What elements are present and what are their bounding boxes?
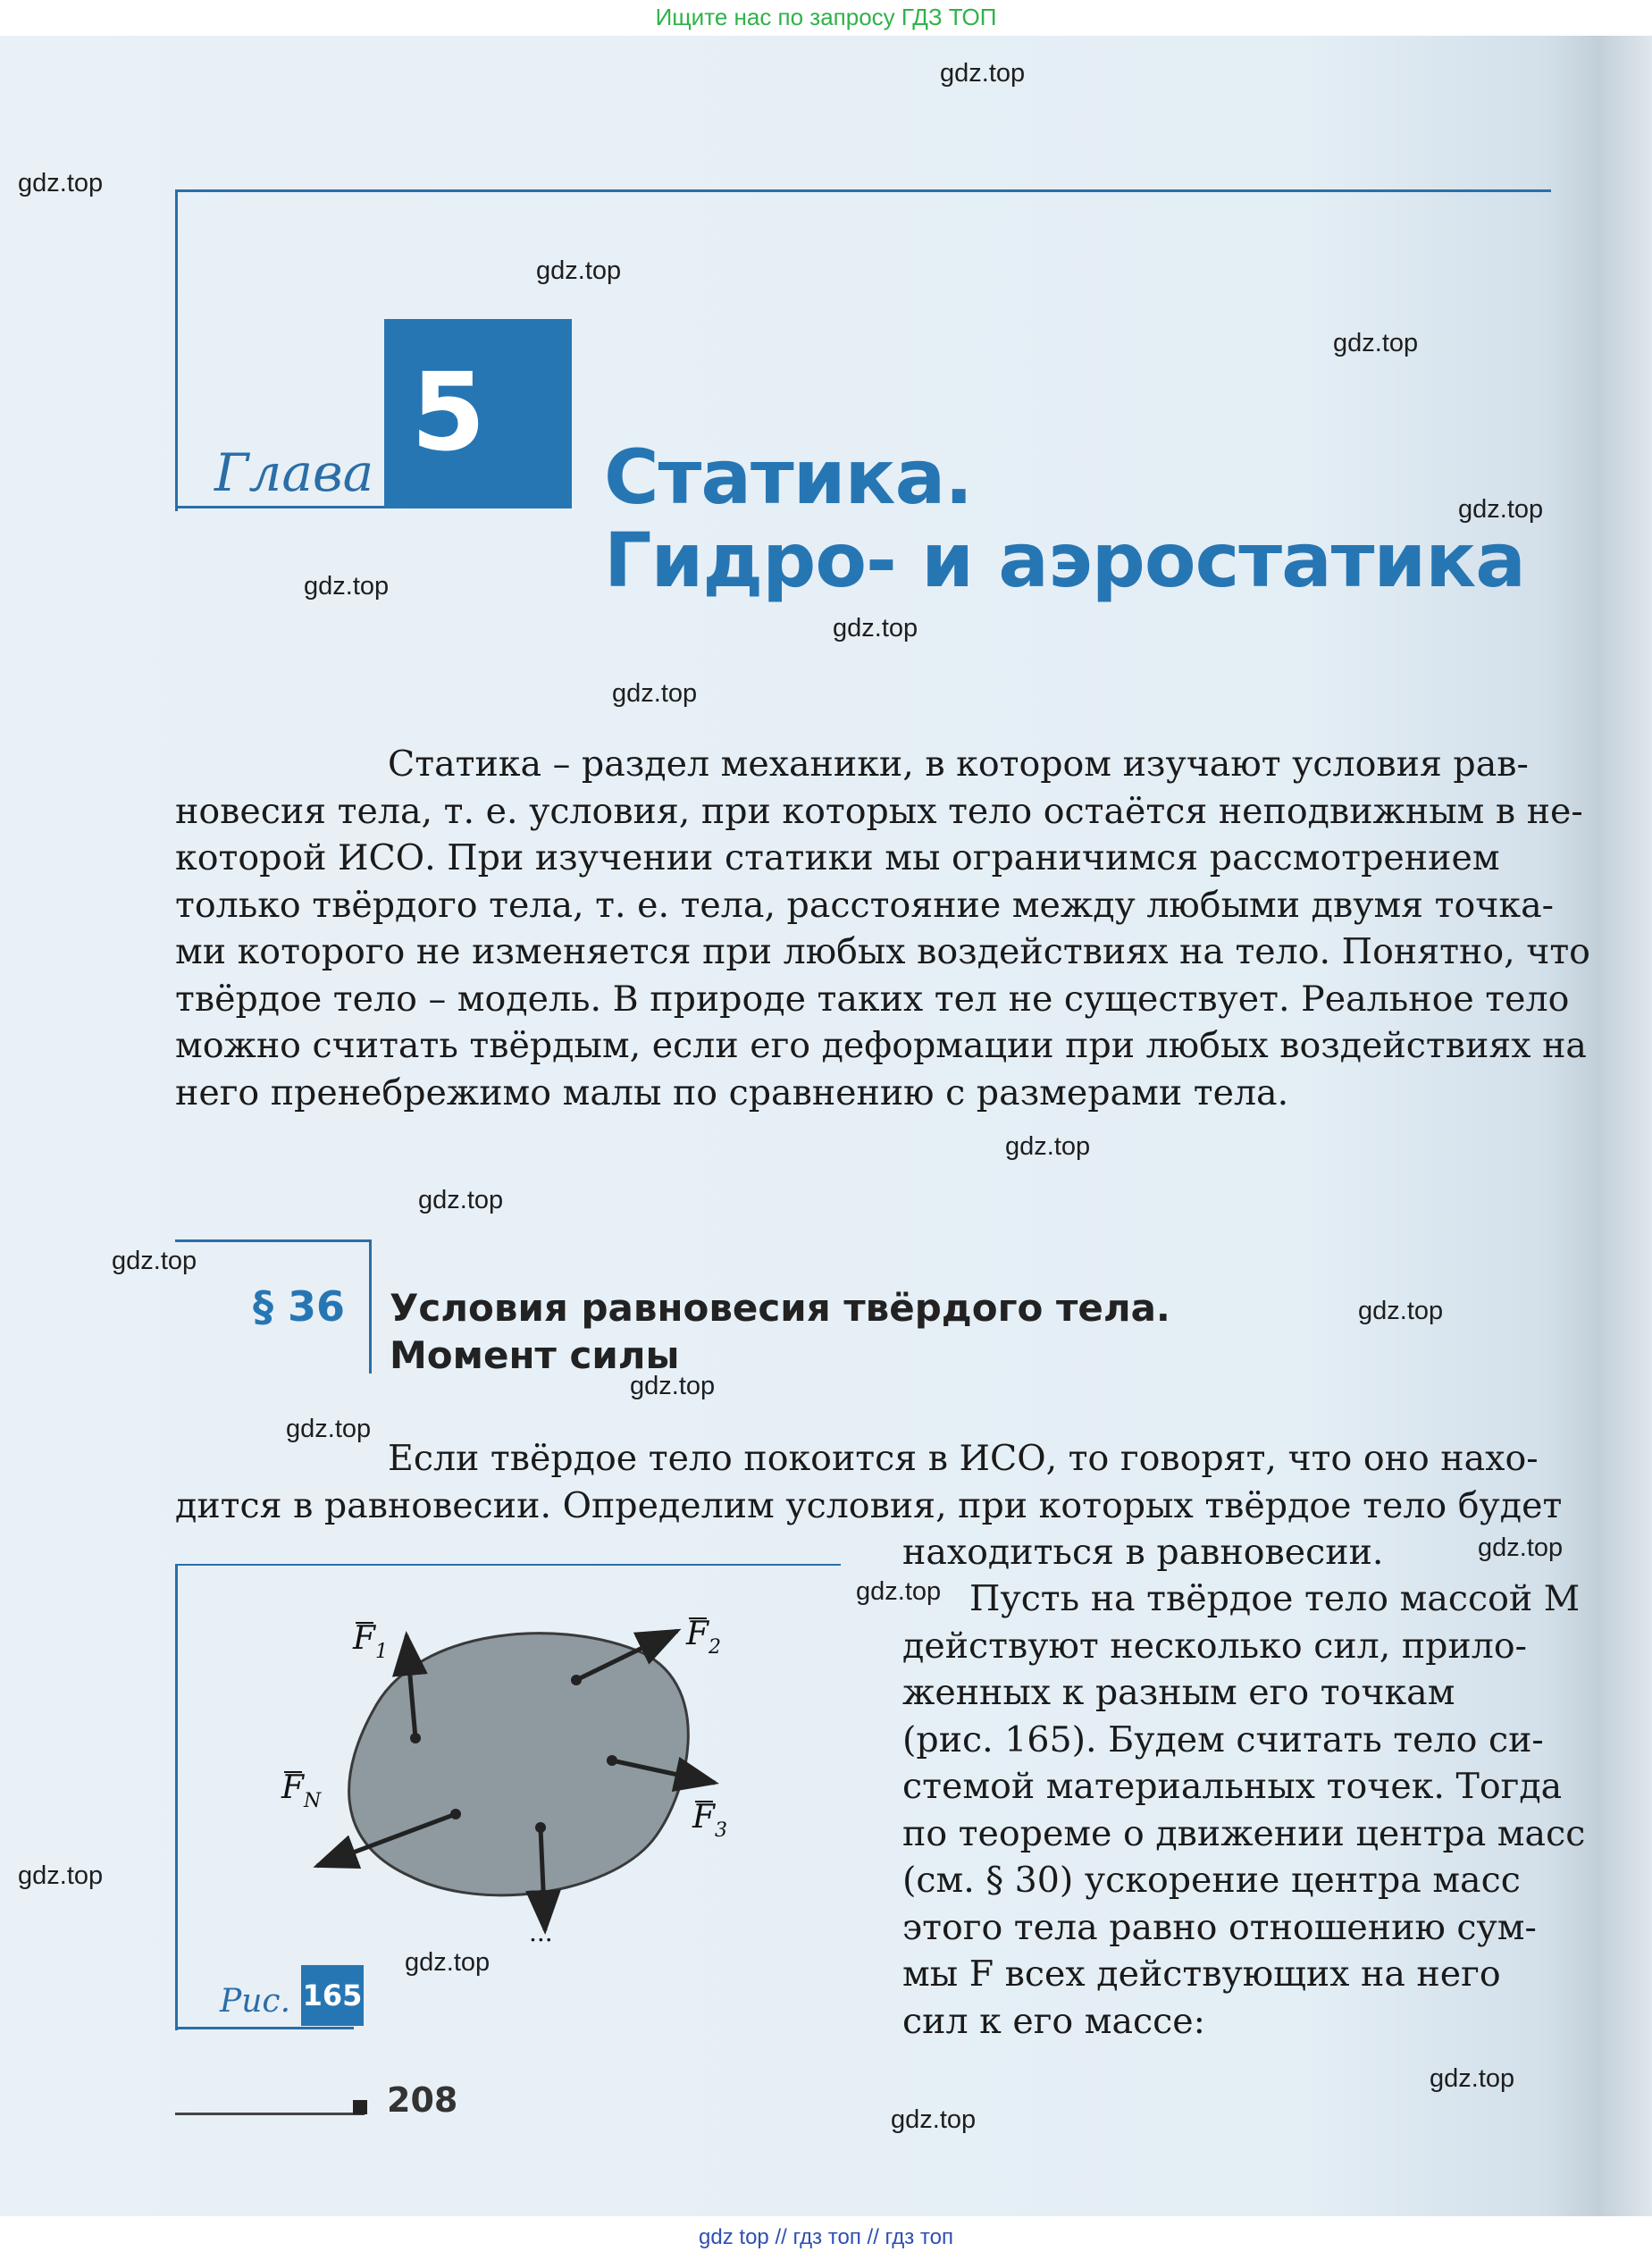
section-rule [175,1239,372,1242]
figure-165-diagram [268,1591,768,1948]
watermark: gdz.top [418,1186,504,1214]
application-point [410,1733,421,1743]
application-point [535,1822,546,1833]
chapter-word: Глава [214,442,374,503]
text-line: которой ИСО. При изучении статики мы ограничимся рассмотрением [175,837,1500,878]
page-number-rule [175,2113,365,2115]
watermark: gdz.top [833,614,918,643]
book-spine [1598,36,1652,2216]
application-point [607,1755,617,1766]
watermark: gdz.top [1430,2064,1515,2093]
intro-paragraph [175,741,1590,1116]
watermark: gdz.top [1358,1297,1444,1325]
watermark: gdz.top [940,59,1026,88]
chapter-frame-bottom [175,506,387,508]
text-line: стемой материальных точек. Тогда [902,1766,1563,1807]
watermark: gdz.top [405,1948,491,1977]
text-line: женных к разным его точкам [902,1672,1455,1713]
text-line: новесия тела, т. е. условия, при которых тело остаётся неподвижным в не- [175,790,1583,832]
text-line: по теореме о движении центра масс [902,1812,1586,1854]
force-label-f2: $F_2$ [686,1616,721,1659]
text-line: дится в равновесии. Определим условия, при которых твёрдое тело будет [175,1484,1563,1526]
section-rule-vertical [369,1239,372,1374]
chapter-title-line: Гидро- и аэростатика [604,517,1525,604]
watermark: gdz.top [630,1372,716,1400]
chapter-title-line: Статика. [604,433,973,521]
watermark: gdz.top [1458,495,1544,524]
force-label-fn: $F_N$ [281,1769,322,1812]
text-line: только твёрдого тела, т. е. тела, расстояние между любыми двумя точка- [175,884,1554,926]
page-number: 208 [387,2080,458,2120]
figure-frame-bottom [175,2027,354,2029]
section-intro-paragraph [175,1435,1563,1576]
text-line: (см. § 30) ускорение центра масс [902,1860,1521,1901]
figure-label: Рис. [220,1983,291,2020]
watermark: gdz.top [1005,1132,1091,1161]
right-column-paragraph [902,1575,1586,2045]
text-line: сил к его массе: [902,2000,1205,2042]
bottom-banner[interactable]: gdz top // гдз топ // гдз топ [699,2225,953,2249]
page-number-marker [353,2100,367,2114]
watermark: gdz.top [18,1861,104,1890]
text-line: можно считать твёрдым, если его деформации при любых воздействиях на [175,1025,1587,1066]
force-label-f1: $F_1$ [353,1620,388,1663]
text-line: Пусть на твёрдое тело массой M [969,1578,1581,1619]
watermark: gdz.top [612,679,698,708]
watermark: gdz.top [856,1577,942,1606]
watermark: gdz.top [536,256,622,285]
force-ellipsis: ... [529,1918,553,1947]
application-point [571,1675,582,1685]
top-banner[interactable]: Ищите нас по запросу ГДЗ ТОП [655,4,997,30]
watermark: gdz.top [891,2105,977,2134]
text-line: мы F всех действующих на него [902,1953,1501,1995]
watermark: gdz.top [304,572,390,601]
text-line: действуют несколько сил, прило- [902,1625,1528,1667]
chapter-number: 5 [384,319,572,508]
text-line: находиться в равновесии. [902,1532,1384,1573]
watermark: gdz.top [18,169,104,197]
force-label-f3: $F_3$ [692,1799,727,1842]
text-line: этого тела равно отношению сум- [902,1906,1537,1948]
text-line: твёрдое тело – модель. В природе таких тел не существует. Реальное тело [175,978,1570,1020]
chapter-title [604,433,1587,604]
section-number: § 36 [253,1282,346,1331]
watermark: gdz.top [286,1415,372,1443]
section-title-line: Условия равновесия твёрдого тела. [390,1286,1170,1330]
figure-number: 165 [301,1965,364,2026]
text-line: ми которого не изменяется при любых воздействиях на тело. Понятно, что [175,931,1590,972]
text-line: него пренебрежимо малы по сравнению с размерами тела. [175,1071,1289,1113]
application-point [450,1809,461,1819]
watermark: gdz.top [112,1247,197,1275]
text-line: Статика – раздел механики, в котором изучают условия рав- [388,744,1529,785]
watermark: gdz.top [1478,1533,1564,1562]
watermark: gdz.top [1333,329,1419,357]
text-line: Если твёрдое тело покоится в ИСО, то говорят, что оно нахо- [388,1438,1539,1479]
section-title-line: Момент силы [390,1333,680,1377]
section-title [390,1284,1170,1379]
text-line: (рис. 165). Будем считать тело си- [902,1718,1544,1760]
